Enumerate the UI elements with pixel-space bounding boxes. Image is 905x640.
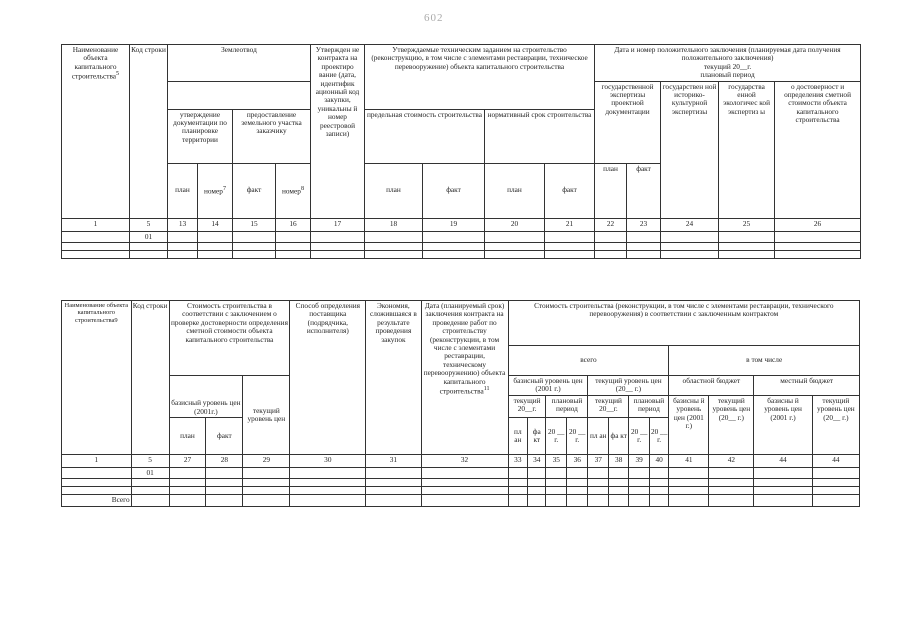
col-number: 44 [754,455,812,468]
header-supplier-method: Способ определения поставщика (подрядчика, исполнителя) [290,301,366,455]
col-plan: план [168,163,198,218]
header-row-code: Код строки [130,45,168,219]
col-number: 36 [566,455,588,468]
col-number: 1 [62,218,130,231]
header-contract-date: Дата (планируемый срок) заключения контракта на проведение работ по строительству (реконструкции, в том числе с элементами реставрации, техническому перевооружению) объекта капитального строительства$^{11}$ [421,301,508,455]
table-construction-cost [61,300,860,507]
header-plan-period: плановый период [546,396,588,418]
header-tech-task: Утверждаемые техническим заданием на строительство (реконструкцию, в том числе с элементами реставрации, техническое перевооружение) объекта капитального строительства [365,45,595,110]
col-y20: 20 __ г. [649,418,668,455]
table-land-allotment [61,44,861,259]
col-fakt: факт [627,163,661,218]
col-y20: 20 __ г. [546,418,566,455]
header-norm-term: нормативный срок строительства [485,109,595,163]
table-row-numbers [62,455,860,468]
header-plan-period: плановый период [629,396,669,418]
header-object-name: Наименование объекта капитального строительства$^5$ [62,45,130,219]
header-land-blank [168,81,311,109]
header-cost-conclusion: Стоимость строительства в соответствии с заключением о проверке достоверности определения сметной стоимости объекта капитального строительства [169,301,290,376]
col-number: 1 [62,455,132,468]
table-row-total [62,495,860,506]
col-number: 24 [661,218,719,231]
header-current-20: текущий уровень цен (20__ г.) [588,376,669,396]
header-regional-current: текущий уровень цен (20__ г.) [709,396,754,455]
col-number: 32 [421,455,508,468]
col-number: 34 [528,455,546,468]
col-pl: пл ан [508,418,527,455]
col-number: 25 [719,218,775,231]
header-total: всего [508,346,669,376]
col-fa: фа кт [528,418,546,455]
col-plan: план [169,418,206,455]
col-number: 23 [627,218,661,231]
col-number: 20 [485,218,545,231]
table-row [62,250,861,258]
col-number: 19 [423,218,485,231]
total-label: Всего [62,495,132,506]
header-historical-expertise: государствен ной историко-культурной экспертизы [661,81,719,218]
col-number: 17 [311,218,365,231]
header-current-level: текущий уровень цен [243,376,290,455]
col-y20: 20 __ г. [566,418,588,455]
col-plan: план [365,163,423,218]
col-fa: фа кт [608,418,628,455]
col-number: 29 [243,455,290,468]
table-row [62,231,861,242]
col-number: 21 [545,218,595,231]
header-local-current: текущий уровень цен (20__ г.) [812,396,859,455]
header-contract-approval: Утвержден не контракта на проектиро вание (дата, идентифик ационный код закупки, уникальны й номер реестровой записи) [311,45,365,219]
table-row-numbers [62,218,861,231]
col-plan: план [485,163,545,218]
col-number: 5 [130,218,168,231]
col-number: 27 [169,455,206,468]
header-land-allotment: Землеотвод [168,45,311,82]
col-fakt: факт [545,163,595,218]
col-number: 26 [775,218,861,231]
header-object-name: Наименование объекта капитального строительства9 [62,301,132,455]
table-row [62,479,860,487]
col-number: 5 [131,455,169,468]
header-row-code: Код строки [131,301,169,455]
col-number: 30 [290,455,366,468]
table-row [62,468,860,479]
col-number: 44 [812,455,859,468]
page-number: 602 [424,12,444,24]
header-regional-budget: областной бюджет [669,376,754,396]
col-number: 22 [595,218,627,231]
col-fakt: факт [233,163,276,218]
header-cur-year: текущий 20__г. [588,396,629,418]
table-row [62,242,861,250]
col-nomer-8: номер$^8$ [276,163,311,218]
col-fakt: факт [206,418,243,455]
col-fakt: факт [423,163,485,218]
header-savings: Экономия, сложившаяся в результате проведения закупок [366,301,421,455]
col-number: 18 [365,218,423,231]
col-number: 38 [608,455,628,468]
header-approval-docs: утверждение документации по планировке территории [168,109,233,163]
col-number: 16 [276,218,311,231]
header-conclusion: Дата и номер положительного заключения (планируемая дата получения положительного заключения) текущий 20__г. плановый период [595,45,861,82]
header-including: в том числе [669,346,860,376]
col-number: 14 [198,218,233,231]
header-max-cost: предельная стоимость строительства [365,109,485,163]
col-number: 37 [588,455,608,468]
col-y20: 20 __ г. [629,418,649,455]
header-cur-year: текущий 20__г. [508,396,546,418]
row-code: 01 [130,231,168,242]
col-number: 31 [366,455,421,468]
header-regional-base: базисны й уровень цен (2001 г.) [669,396,709,455]
header-ecological-expertise: государства енной экологичес кой экспертиз ы [719,81,775,218]
col-plan: план [595,163,627,218]
col-number: 40 [649,455,668,468]
col-number: 13 [168,218,198,231]
col-number: 39 [629,455,649,468]
col-pl: пл ан [588,418,608,455]
col-number: 15 [233,218,276,231]
header-local-budget: местный бюджет [754,376,860,396]
col-number: 28 [206,455,243,468]
table-row [62,487,860,495]
col-number: 33 [508,455,527,468]
header-base-2001: базисный уровень цен (2001 г.) [508,376,588,396]
col-nomer-7: номер$^7$ [198,163,233,218]
row-code: 01 [131,468,169,479]
header-local-base: базисны й уровень цен (2001 г.) [754,396,812,455]
header-state-expertise: государственной экспертизы проектной документации [595,81,661,163]
header-land-grant: предоставление земельного участка заказчику [233,109,311,163]
col-number: 41 [669,455,709,468]
header-reliability: о достоверност и определения сметной стоимости объекта капитального строительства [775,81,861,218]
header-contract-cost: Стоимость строительства (реконструкции, в том числе с элементами реставрации, технического перевооружения) в соответствии с заключенным контрактом [508,301,859,346]
header-base-level: базисный уровень цен (2001г.) [169,376,243,418]
col-number: 35 [546,455,566,468]
col-number: 42 [709,455,754,468]
